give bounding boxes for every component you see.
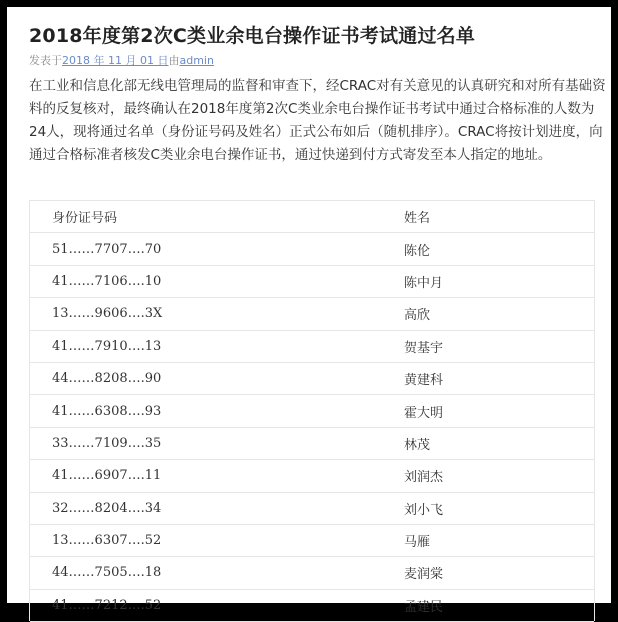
name-cell: 高欣 [404,308,431,324]
id-number-cell: 41……6907….11 [52,468,162,484]
table-row [30,557,594,589]
page-frame [7,7,611,615]
post-date-link[interactable]: 2018 年 11 月 01 日 [62,54,169,67]
name-cell: 刘润杰 [404,470,444,486]
name-cell: 刘小飞 [404,502,444,518]
header-name: 姓名 [404,211,431,227]
intro-paragraph: 在工业和信息化部无线电管理局的监督和审查下，经CRAC对有关意见的认真研究和对所有基础资料的反复核对，最终确认在2018年度第2次C类业余电台操作证书考试中通过合格标准的人数为24人，现将通过名单（身份证号码及姓名）正式公布如后（随机排序）。CRAC将按计划进度，向通过合格标准者核发C类业余电台操作证书，通过快递到付方式寄发至本人指定的地址。 [29,78,606,163]
name-cell: 陈伦 [404,243,431,259]
table-row [30,525,594,557]
id-number-cell: 13……6307….52 [52,533,162,549]
name-cell: 贺基宇 [404,340,444,356]
id-number-cell: 33……7109….35 [52,435,162,451]
name-cell: 黄建科 [404,373,444,389]
post-meta [29,52,214,68]
results-table [29,200,595,621]
name-cell: 林茂 [404,437,431,453]
id-number-cell: 44……7505….18 [52,565,162,581]
table-row [30,298,594,330]
table-row [30,363,594,395]
id-number-cell: 51……7707….70 [52,241,162,257]
id-number-cell: 41……6308….93 [52,403,162,419]
table-row [30,493,594,525]
table-row [30,428,594,460]
table-row [30,233,594,265]
id-number-cell: 41……7910….13 [52,338,162,354]
name-cell: 麦润棠 [404,567,444,583]
id-number-cell: 41……7106….10 [52,273,162,289]
watermark-caption: 20181013郑州C类考试 [461,593,559,603]
id-number-cell: 44……8208….90 [52,371,162,387]
table-header-row [30,201,594,233]
table-row [30,460,594,492]
name-cell: 霍大明 [404,405,444,421]
header-id: 身份证号码 [52,211,118,227]
table-row [30,331,594,363]
name-cell: 陈中月 [404,275,444,291]
table-row [30,395,594,427]
meta-prefix: 发表于 [29,54,62,67]
id-number-cell: 41……7212….52 [52,597,162,613]
id-number-cell: 13……9606….3X [52,306,163,322]
meta-by: 由 [168,54,180,67]
name-cell: 孟建民 [404,599,444,615]
page-title: 2018年度第2次C类业余电台操作证书考试通过名单 [29,25,476,47]
id-number-cell: 32……8204….34 [52,500,162,516]
table-row [30,266,594,298]
author-link[interactable]: admin [179,54,214,67]
name-cell: 马雁 [404,535,431,551]
